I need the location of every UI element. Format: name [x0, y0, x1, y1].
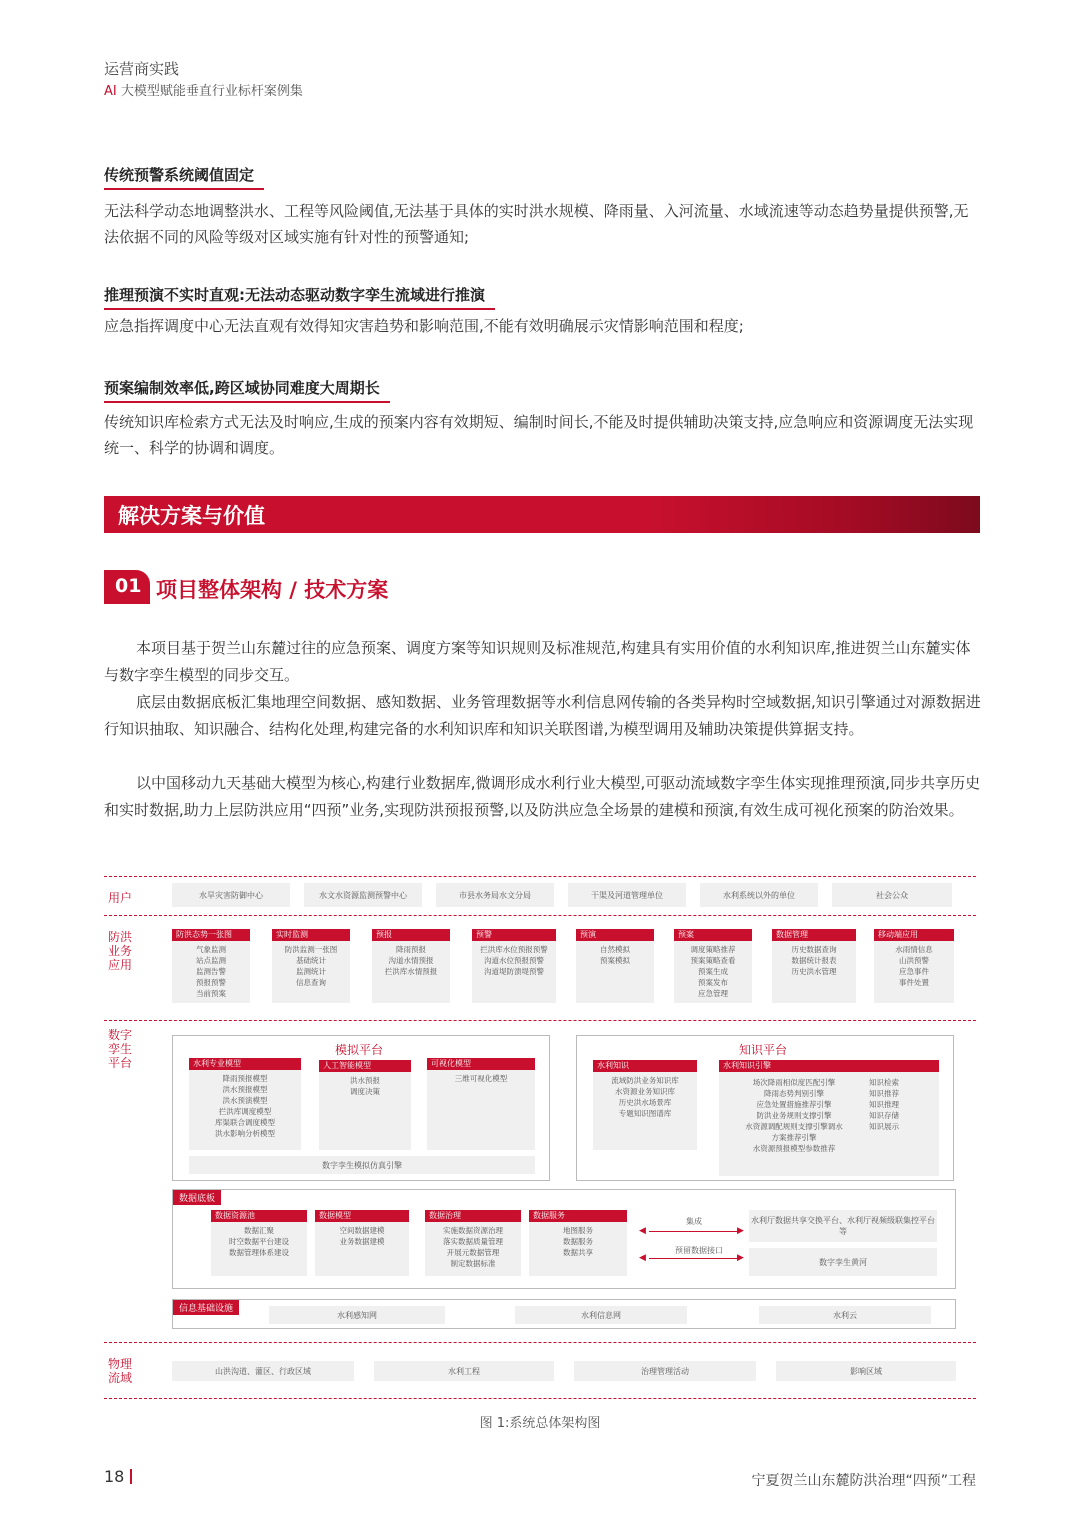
app-card: 预警 拦洪库水位预报预警 沟道水位预报预警 沟道堤防溃堤预警	[472, 929, 556, 1003]
header-title: 运营商实践	[104, 60, 180, 78]
problem-3-text: 传统知识库检索方式无法及时响应,生成的预案内容有效期短、编制时间长,不能及时提供辅助决策支持,应急响应和资源调度无法实现统一、科学的协调和调度。	[104, 413, 974, 457]
problem-1-title: 传统预警系统阈值固定	[104, 164, 254, 190]
app-card: 实时监测 防洪监测一张图 基础统计 监测统计 信息查询	[272, 929, 350, 1003]
user-box: 市县水务局水文分局	[436, 883, 554, 907]
data-base-platform	[172, 1189, 956, 1289]
simulation-platform: 模拟平台 水利专业模型 降雨预报模型 洪水预报模型 洪水预演模型 拦洪库调度模型 库渠联合调度模型 洪水影响分析模型 人工智能模型 洪水预报 调度决策 可视化模型 三维可视化模型 数字孪生模拟仿真引擎	[172, 1035, 550, 1181]
divider	[104, 1342, 976, 1343]
knowledge-card: 水利知识 流域防洪业务知识库 水资源业务知识库 历史洪水场景库 专题知识图谱库	[593, 1060, 697, 1150]
infra-tag: 信息基础设施	[173, 1300, 239, 1315]
footer-title: 宁夏贺兰山东麓防洪治理“四预”工程	[751, 1473, 976, 1489]
infrastructure-platform	[172, 1299, 956, 1329]
body-paragraph-1: 本项目基于贺兰山东麓过往的应急预案、调度方案等知识规则及标准规范,构建具有实用价值的水利知识库,推进贺兰山东麓实体与数字孪生模型的同步交互。	[104, 639, 971, 684]
data-card: 数据治理 实施数据资源治理 落实数据质量管理 开展元数据管理 制定数据标准	[425, 1210, 521, 1276]
infra-item: 水利云	[759, 1306, 931, 1324]
twin-row-label: 数字 孪生 平台	[108, 1028, 133, 1070]
infra-item: 水利信息网	[515, 1306, 687, 1324]
knowledge-platform: 知识平台 水利知识 流域防洪业务知识库 水资源业务知识库 历史洪水场景库 专题知识图谱库 水利知识引擎 场次降雨相似度匹配引擎 降雨态势判别引擎 应急处置措施推荐引擎 防洪业务规则支撑引擎 水资源调配规则支撑引擎调水 方案推荐引擎 水资源预报模型参数推荐 知识检索 知识推荐 知识推理 知识存储 知识展示	[576, 1035, 954, 1181]
data-card: 数据服务 地图服务 数据服务 数据共享	[529, 1210, 627, 1276]
section-number: 01	[104, 570, 150, 604]
arrow-left-icon: ◀	[639, 1226, 646, 1236]
model-card: 可视化模型 三维可视化模型	[427, 1058, 535, 1150]
arrow-line	[649, 1231, 739, 1232]
banner-title: 解决方案与价值	[118, 504, 265, 528]
integration-label: 集成	[686, 1217, 702, 1226]
digital-twin-yellow-river: 数字孪生黄河	[749, 1248, 937, 1276]
user-box: 社会公众	[832, 883, 952, 907]
arrow-left-icon: ◀	[639, 1253, 646, 1263]
problem-2-title: 推理预演不实时直观:无法动态驱动数字孪生流域进行推演	[104, 284, 485, 310]
users-row-label: 用户	[108, 891, 133, 905]
app-card: 预案 调度策略推荐 预案策略查看 预案生成 预案发布 应急管理	[674, 929, 752, 1003]
data-card: 数据模型 空间数据建模 业务数据建模	[315, 1210, 409, 1276]
user-box: 水旱灾害防御中心	[172, 883, 290, 907]
figure-caption: 图 1:系统总体架构图	[479, 1416, 601, 1431]
body-paragraph-3: 以中国移动九天基础大模型为核心,构建行业数据库,微调形成水利行业大模型,可驱动流域数字孪生体实现推理预演,同步共享历史和实时数据,助力上层防洪应用“四预”业务,实现防洪预报预警,以及防洪应急全场景的建模和预演,有效生成可视化预案的防治效果。	[104, 774, 981, 819]
solution-banner	[104, 496, 980, 533]
divider	[104, 1398, 976, 1399]
header-subtitle-text: 大模型赋能垂直行业标杆案例集	[116, 84, 303, 99]
app-card: 数据管理 历史数据查询 数据统计报表 历史洪水管理	[772, 929, 856, 1003]
simulation-engine: 数字孪生模拟仿真引擎	[189, 1156, 535, 1174]
arrow-line	[649, 1258, 739, 1259]
model-card: 人工智能模型 洪水预报 调度决策	[319, 1060, 411, 1150]
infra-item: 水利感知网	[269, 1306, 445, 1324]
external-platform: 水利厅数据共享交换平台、水利厅视频级联集控平台等	[749, 1210, 937, 1242]
physical-box: 山洪沟道、灌区、行政区域	[172, 1361, 354, 1381]
problem-3-title: 预案编制效率低,跨区域协同难度大周期长	[104, 377, 380, 403]
physical-row-label: 物理 流域	[108, 1357, 133, 1385]
problem-1-text: 无法科学动态地调整洪水、工程等风险阈值,无法基于具体的实时洪水规模、降雨量、入河流量、水域流速等动态趋势量提供预警,无法依据不同的风险等级对区域实施有针对性的预警通知;	[104, 202, 969, 246]
physical-box: 治理管理活动	[574, 1361, 756, 1381]
divider	[104, 876, 976, 877]
app-card: 预演 自然模拟 预案模拟	[576, 929, 654, 1003]
apps-row-label: 防洪 业务 应用	[108, 930, 133, 972]
page-bar	[130, 1469, 132, 1484]
physical-box: 影响区域	[776, 1361, 956, 1381]
problem-2-text: 应急指挥调度中心无法直观有效得知灾害趋势和影响范围,不能有效明确展示灾情影响范围和程度;	[104, 317, 744, 335]
divider	[104, 915, 976, 916]
model-card: 水利专业模型 降雨预报模型 洪水预报模型 洪水预演模型 拦洪库调度模型 库渠联合调度模型 洪水影响分析模型	[189, 1058, 301, 1150]
body-paragraph-2: 底层由数据底板汇集地理空间数据、感知数据、业务管理数据等水利信息网传输的各类异构时空域数据,知识引擎通过对源数据进行知识抽取、知识融合、结构化处理,构建完备的水利知识库和知识关联图谱,为模型调用及辅助决策提供算据支持。	[104, 693, 981, 738]
app-card: 移动端应用 水雨情信息 山洪预警 应急事件 事件处置	[874, 929, 954, 1003]
user-box: 水利系统以外的单位	[700, 883, 818, 907]
physical-box: 水利工程	[374, 1361, 554, 1381]
knowledge-engine-card: 水利知识引擎 场次降雨相似度匹配引擎 降雨态势判别引擎 应急处置措施推荐引擎 防洪业务规则支撑引擎 水资源调配规则支撑引擎调水 方案推荐引擎 水资源预报模型参数推荐 知识检索 知识推荐 知识推理 知识存储 知识展示	[719, 1060, 939, 1176]
app-card: 预报 降雨预报 沟道水情预报 拦洪库水情预报	[372, 929, 450, 1003]
ai-label: AI	[104, 84, 117, 99]
divider	[104, 1020, 976, 1021]
data-card: 数据资源池 数据汇聚 时空数据平台建设 数据管理体系建设	[211, 1210, 307, 1276]
interface-label: 预留数据接口	[675, 1246, 723, 1255]
user-box: 干渠及河道管理单位	[568, 883, 686, 907]
header-subtitle	[104, 80, 303, 99]
page-number: 18	[104, 1467, 132, 1486]
arrow-right-icon: ▶	[737, 1226, 744, 1236]
data-base-tag: 数据底板	[173, 1190, 221, 1205]
app-card: 防洪态势一张图 气象监测 站点监测 监测告警 预报预警 当前预案	[172, 929, 250, 1003]
arrow-right-icon: ▶	[737, 1253, 744, 1263]
user-box: 水文水资源监测预警中心	[304, 883, 422, 907]
section-title: 项目整体架构 / 技术方案	[156, 578, 389, 602]
